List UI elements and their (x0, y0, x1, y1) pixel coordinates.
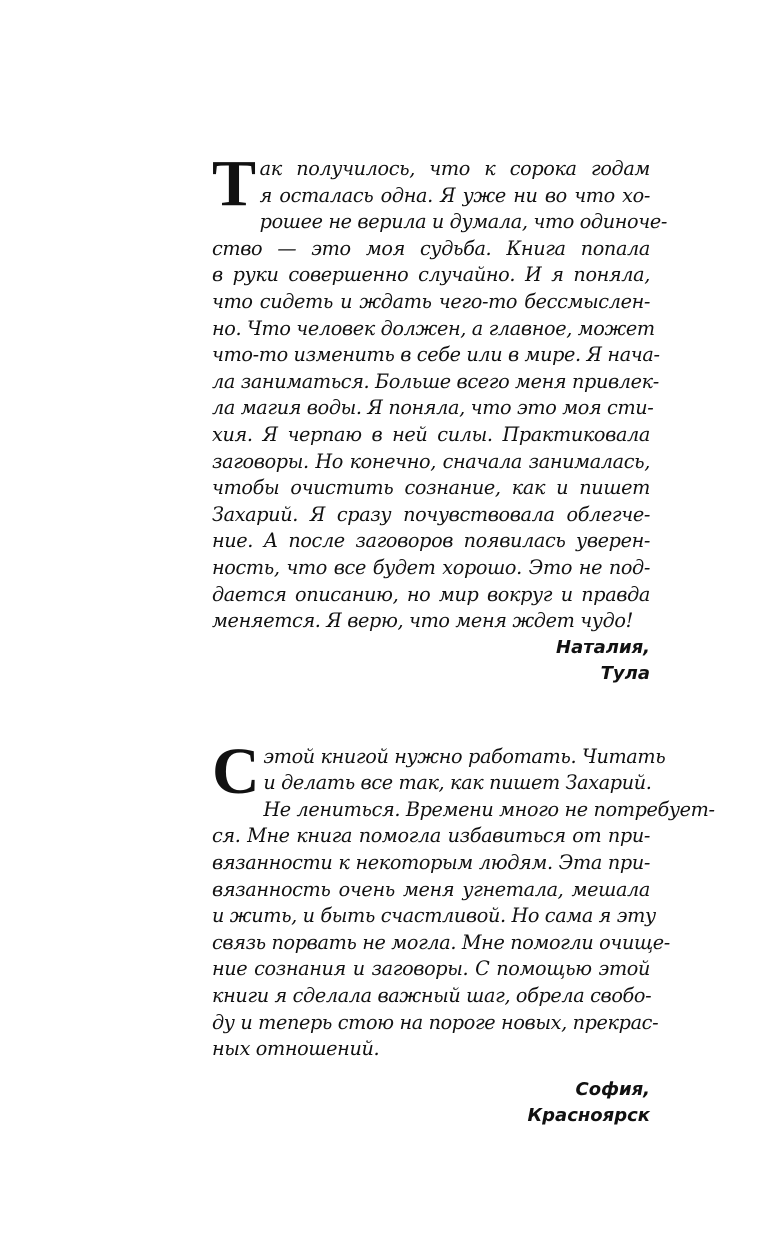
text-line: ных отношений. (212, 1037, 380, 1061)
author-name: Наталия, (556, 636, 650, 658)
text-line: чтобы очистить сознание, как и пишет (212, 476, 650, 500)
text-line: ние. А после заговоров появилась уверен- (212, 529, 650, 553)
testimonial-text (212, 147, 667, 635)
text-line: и делать все так, как пишет Захарий. (263, 771, 652, 795)
author-city: Красноярск (527, 1105, 650, 1127)
testimonial-sofia (212, 734, 715, 1130)
text-line: ся. Мне книга помогла избавиться от при- (212, 824, 650, 848)
text-line: ак получилось, что к сорока годам (259, 157, 650, 180)
text-line: ние сознания и заговоры. С помощью этой (212, 957, 650, 981)
text-line: этой книгой нужно работать. Читать (263, 744, 666, 768)
testimonial-text (212, 734, 715, 1063)
text-line: Захарий. Я сразу почувствовала облегче- (212, 502, 650, 526)
text-line: хия. Я черпаю в ней силы. Практиковала (212, 422, 650, 446)
text-line: вязанности к некоторым людям. Эта при- (212, 851, 650, 875)
text-line: я осталась одна. Я уже ни во что хо- (259, 183, 650, 207)
text-line: и жить, и быть счастливой. Но сама я эту (212, 904, 656, 928)
text-line: что сидеть и ждать чего-то бессмыслен- (212, 289, 650, 313)
text-line: заговоры. Но конечно, сначала занималась, (212, 449, 650, 473)
text-line: Не лениться. Времени много не потребует- (263, 797, 715, 821)
text-line: ла заниматься. Больше всего меня привлек- (212, 369, 659, 393)
text-line: книги я сделала важный шаг, обрела свобо- (212, 984, 652, 1008)
text-line: дается описанию, но мир вокруг и правда (212, 582, 650, 606)
dropcap: С (212, 734, 260, 808)
signature (212, 635, 650, 688)
text-line: рошее не верила и думала, что одиноче- (259, 210, 667, 234)
dropcap: Т (212, 147, 256, 220)
text-line: ду и теперь стою на пороге новых, прекрас- (212, 1010, 659, 1034)
text-line: связь порвать не могла. Мне помогли очище- (212, 930, 670, 954)
testimonial-natalia (212, 147, 667, 688)
text-line: но. Что человек должен, а главное, может (212, 316, 655, 340)
author-city: Тула (600, 663, 650, 685)
text-line: ность, что все будет хорошо. Это не под- (212, 555, 650, 579)
signature (212, 1077, 650, 1130)
text-line: вязанность очень меня угнетала, мешала (212, 877, 650, 901)
text-line: меняется. Я верю, что меня ждет чудо! (212, 609, 633, 633)
text-line: что-то изменить в себе или в мире. Я нача- (212, 343, 660, 367)
text-line: в руки совершенно случайно. И я поняла, (212, 263, 650, 287)
text-line: ство — это моя судьба. Книга попала (212, 236, 650, 260)
author-name: София, (575, 1078, 650, 1100)
text-line: ла магия воды. Я поняла, что это моя сти- (212, 396, 654, 420)
page-column (212, 147, 715, 1130)
